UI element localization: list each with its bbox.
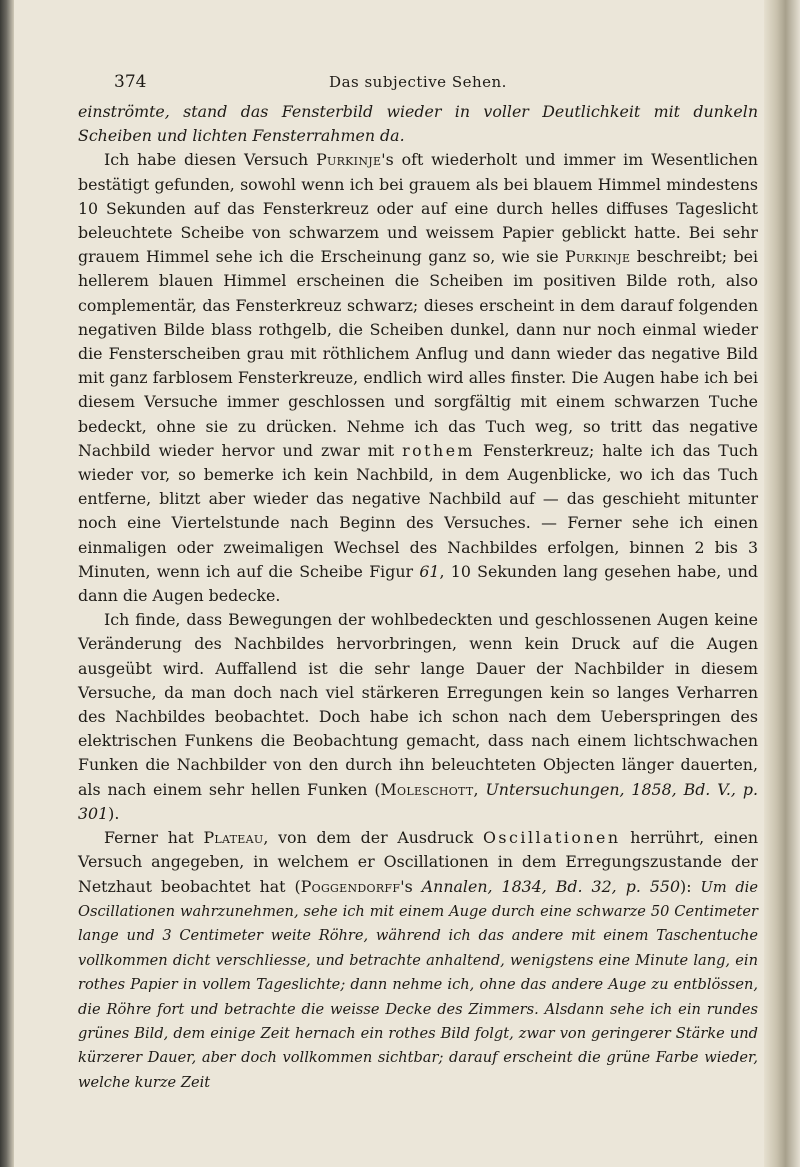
text-run: Oscillationen — [482, 828, 621, 848]
text-run: Ferner hat — [104, 828, 204, 848]
book-spine-shadow — [0, 0, 14, 1167]
text-run: 's oft wiederholt und immer im Wesentlichen bestätigt gefunden, sowohl wenn ich bei grauem als bei blauem Himmel mindestens 10 Sekunden auf das Fensterkreuz oder auf eine durch helles diffuses Tageslicht beleuchtete Scheibe von schwarzem und weissem Papier geblickt hatte. Bei sehr grauem Himmel sehe ich die Erscheinung ganz so, wie sie — [78, 150, 758, 267]
text-run: herrührt, einen Versuch angegeben, in welchem er Oscillationen in dem Erregungszustande der Netzhaut beobachtet hat ( — [78, 828, 758, 896]
paragraph — [78, 100, 758, 148]
book-page — [78, 72, 758, 1094]
text-run: Purkinje — [316, 150, 382, 170]
text-run: , von dem der Ausdruck — [263, 828, 483, 848]
text-run: , 10 Sekunden lang gesehen habe, und dann die Augen bedecke. — [78, 561, 758, 606]
text-run: Plateau — [203, 828, 264, 848]
paragraph — [78, 148, 758, 608]
text-run: rothem — [402, 440, 476, 460]
text-run: ): — [680, 876, 701, 896]
paragraph — [78, 608, 758, 826]
text-run: einströmte, stand das Fensterbild wieder in voller Deutlichkeit mit dunkeln Scheiben und lichten Fensterrahmen da. — [78, 102, 758, 146]
page-edge-right — [764, 0, 800, 1167]
paragraph — [78, 826, 758, 1094]
text-run: ). — [108, 803, 120, 823]
text-run: , — [473, 779, 486, 799]
text-run: Moleschott — [380, 779, 474, 799]
page-header — [78, 72, 758, 100]
text-run: 61 — [419, 561, 440, 581]
body-text — [78, 100, 758, 1094]
text-run: Untersuchungen, 1858, Bd. V., p. 301 — [78, 779, 758, 823]
text-run: Purkinje — [565, 247, 631, 267]
text-run: Fensterkreuz; halte ich das Tuch wieder vor, so bemerke ich kein Nachbild, in dem Augenblicke, wo ich das Tuch entferne, blitzt aber wieder das negative Nachbild auf — das geschieht mitunter noch eine Viertelstunde nach Beginn des Versuches. — Ferner sehe ich einen einmaligen oder zweimaligen Wechsel des Nachbildes erfolgen, binnen 2 bis 3 Minuten, wenn ich auf die Scheibe Figur — [78, 440, 758, 581]
running-head: Das subjective Sehen. — [329, 73, 507, 91]
text-run: Ich finde, dass Bewegungen der wohlbedeckten und geschlossenen Augen keine Veränderung des Nachbildes hervorbringen, wenn kein Druck auf die Augen ausgeübt wird. Auffallend ist die sehr lange Dauer der Nachbilder in diesem Versuche, da man doch nach viel stärkeren Erregungen kein so langes Verharren des Nachbildes beobachtet. Doch habe ich schon nach dem Ueberspringen des elektrischen Funkens die Beobachtung gemacht, dass nach einem lichtschwachen Funken die Nachbilder von den durch ihn beleuchteten Objecten länger dauerten, als nach einem sehr hellen Funken ( — [78, 610, 758, 799]
text-run: 's — [400, 876, 422, 896]
text-run: Poggendorff — [300, 876, 401, 896]
text-run: beschreibt; bei hellerem blauen Himmel erscheinen die Scheiben im positiven Bilde roth, also complementär, das Fensterkreuz schwarz; dieses erscheint in dem darauf folgenden negativen Bilde blass rothgelb, die Scheiben dunkel, dann nur noch einmal wieder die Fensterscheiben grau mit röthlichem Anflug und dann wieder das negative Bild mit ganz farblosem Fensterkreuze, endlich wird alles finster. Die Augen habe ich bei diesem Versuche immer geschlossen und sorgfältig mit einem schwarzen Tuche bedeckt, ohne sie zu drücken. Nehme ich das Tuch weg, so tritt das negative Nachbild wieder hervor und zwar mit — [78, 247, 758, 460]
page-number: 374 — [114, 72, 147, 92]
text-run: Ich habe diesen Versuch — [104, 150, 317, 170]
text-run: Annalen, 1834, Bd. 32, p. 550 — [421, 876, 681, 896]
text-run: Um die Oscillationen wahrzunehmen, sehe ich mit einem Auge durch eine schwarze 50 Centimeter lange und 3 Centimeter weite Röhre, während ich das andere mit einem Taschentuche vollkommen dicht verschliesse, und betrachte anhaltend, wenigstens eine Minute lang, ein rothes Papier in vollem Tageslichte; dann nehme ich, ohne das andere Auge zu entblössen, die Röhre fort und betrachte die weisse Decke des Zimmers. Alsdann sehe ich ein rundes grünes Bild, dem einige Zeit hernach ein rothes Bild folgt, zwar von geringerer Stärke und kürzerer Dauer, aber doch vollkommen sichtbar; darauf erscheint die grüne Farbe wieder, welche kurze Zeit — [78, 878, 758, 1091]
